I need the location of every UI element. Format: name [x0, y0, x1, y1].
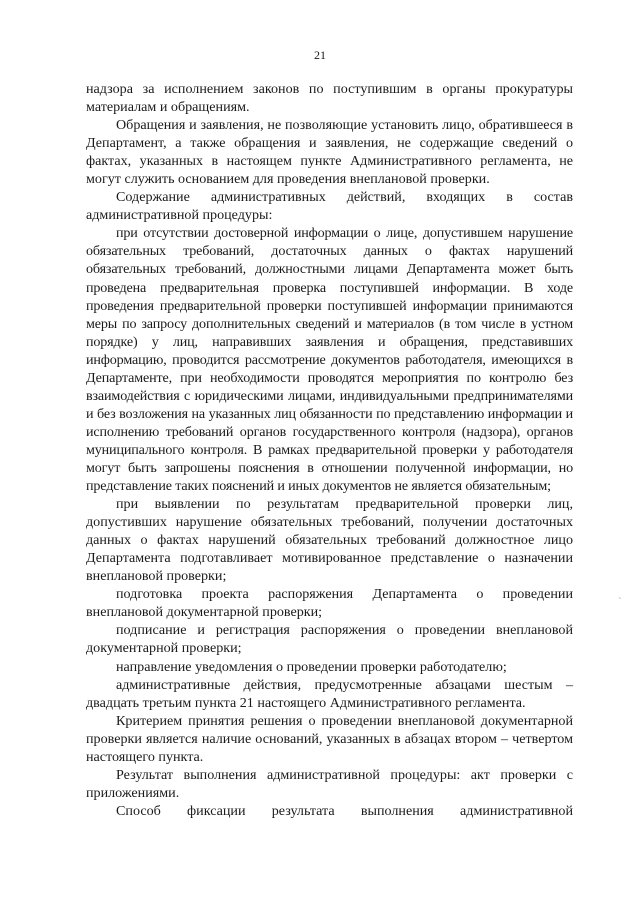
paragraph-result-fixation: Способ фиксации результата выполнения административной [116, 802, 573, 819]
paragraph-decision-criterion: Критерием принятия решения о проведении внеплановой документарной проверки является наличие оснований, указанных в абзацах втором – четвертом настоящего пункта. [86, 712, 573, 765]
paragraph-order-preparation: подготовка проекта распоряжения Департамента о проведении внеплановой документарной проверки; [86, 586, 573, 621]
paragraph-notification: направление уведомления о проведении проверки работодателю; [116, 658, 507, 675]
paragraph-anonymous-appeals: Обращения и заявления, не позволяющие установить лицо, обратившееся в Департамент, а также обращения и заявления, не содержащие сведений о фактах, указанных в настоящем пункте Административного регламента, не могут служить основанием для проведения внеплановой проверки. [86, 117, 573, 188]
document-body [86, 80, 573, 820]
paragraph-procedure-result: Результат выполнения административной процедуры: акт проверки с приложениями. [86, 766, 573, 801]
margin-mark: ` [618, 596, 622, 608]
paragraph-preliminary-check: при отсутствии достоверной информации о лице, допустившем нарушение обязательных требований, достаточных данных о фактах нарушений обязательных требований, должностными лицами Департамента может быть проведена предварительная проверка поступившей информации. В ходе проведения предварительной проверки поступившей информации принимаются меры по запросу дополнительных сведений и материалов (в том числе в устном порядке) у лиц, направивших заявления и обращения, представивших информацию, проводится рассмотрение документов работодателя, имеющихся в Департаменте, при необходимости проводятся мероприятия по контролю без взаимодействия с юридическими лицами, индивидуальными предпринимателями и без возложения на указанных лиц обязанности по представлению информации и исполнению требований органов государственного контроля (надзора), органов муниципального контроля. В рамках предварительной проверки у работодателя могут быть запрошены пояснения в отношении полученной информации, но представление таких пояснений и иных документов не является обязательным; [86, 225, 573, 495]
paragraph-admin-actions: административные действия, предусмотренные абзацами шестым – двадцать третьим пункта 21 настоящего Административного регламента. [86, 676, 573, 711]
paragraph-violations-found: при выявлении по результатам предварительной проверки лиц, допустивших нарушение обязательных требований, получении достаточных данных о фактах нарушений обязательных требований должностное лицо Департамента подготавливает мотивированное представление о назначении внеплановой проверки; [86, 496, 573, 585]
paragraph-continuation: надзора за исполнением законов по поступившим в органы прокуратуры материалам и обращениям. [86, 81, 573, 116]
paragraph-procedure-contents: Содержание административных действий, входящих в состав административной процедуры: [86, 189, 573, 224]
page-number: 21 [314, 48, 326, 62]
paragraph-order-signing: подписание и регистрация распоряжения о проведении внеплановой документарной проверки; [86, 622, 573, 657]
